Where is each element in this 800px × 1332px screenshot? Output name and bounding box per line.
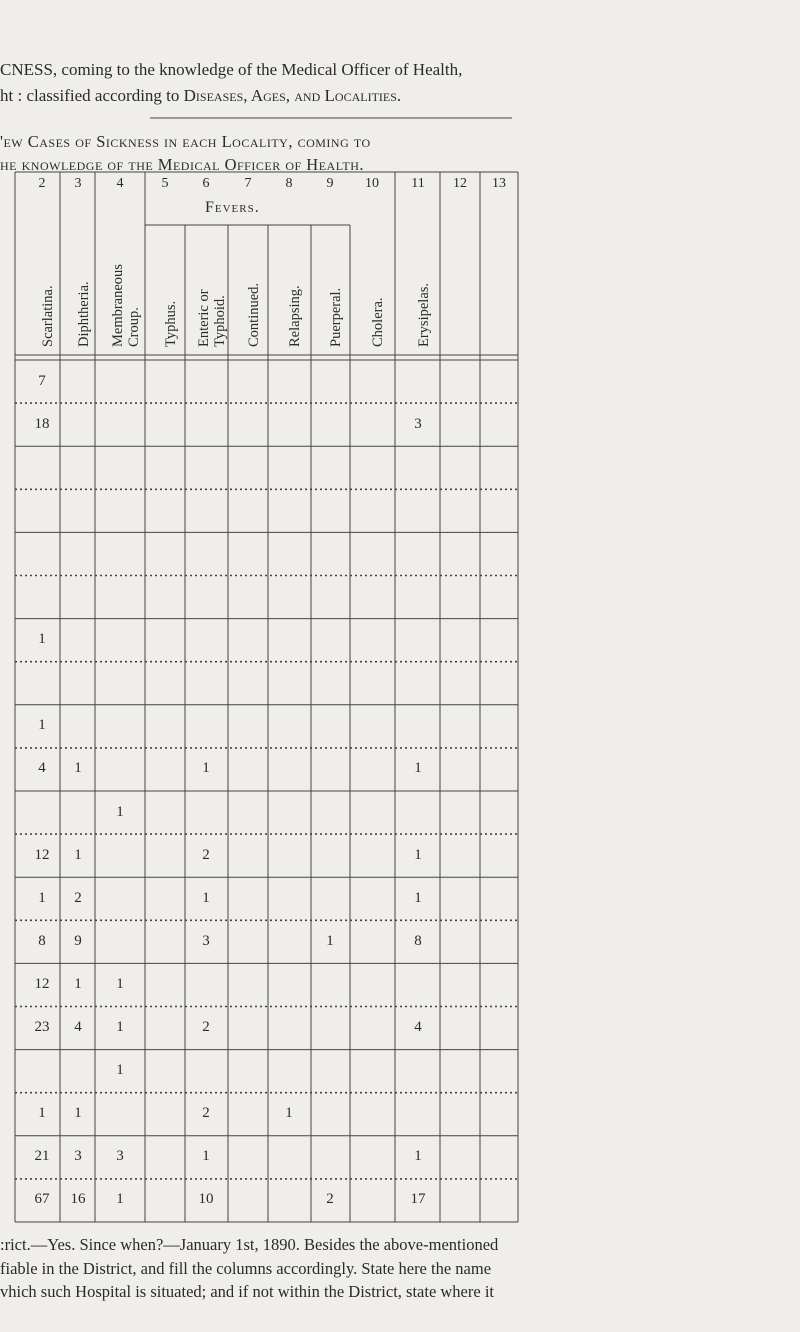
table-cell: 3 bbox=[116, 1148, 124, 1165]
column-number: 5 bbox=[161, 176, 169, 191]
table-cell: 9 bbox=[74, 932, 82, 949]
table-cell: 1 bbox=[38, 631, 46, 648]
column-label: Typhoid. bbox=[212, 295, 228, 347]
column-label: Puerperal. bbox=[328, 287, 344, 347]
table-cell: 23 bbox=[34, 1019, 50, 1036]
column-number: 4 bbox=[116, 176, 124, 191]
table-cell: 4 bbox=[74, 1019, 82, 1036]
column-number: 6 bbox=[202, 176, 210, 191]
footer-line-2: fiable in the District, and fill the columns accordingly. State here the name bbox=[0, 1259, 492, 1278]
table-cell: 1 bbox=[202, 889, 210, 906]
column-number: 2 bbox=[38, 176, 46, 191]
table-cell: 12 bbox=[34, 975, 50, 992]
table-cell: 1 bbox=[414, 1148, 422, 1165]
column-label: Diphtheria. bbox=[76, 281, 92, 347]
table-cell: 1 bbox=[38, 1105, 46, 1122]
column-label: Relapsing. bbox=[287, 285, 303, 347]
table-cell: 12 bbox=[34, 846, 50, 863]
table-cell: 16 bbox=[70, 1191, 86, 1208]
column-label: Enteric or bbox=[196, 289, 212, 347]
header-line-1: CNESS, coming to the knowledge of the Medical Officer of Health, bbox=[0, 60, 463, 79]
table-cell: 10 bbox=[198, 1191, 214, 1208]
column-number: 9 bbox=[326, 176, 334, 191]
column-label: Croup. bbox=[126, 307, 142, 347]
table-cell: 2 bbox=[202, 1105, 210, 1122]
table-cell: 2 bbox=[202, 1019, 210, 1036]
table-cell: 1 bbox=[116, 803, 124, 820]
table-cell: 1 bbox=[116, 1062, 124, 1079]
footer-line-1: :rict.—Yes. Since when?—January 1st, 1890. Besides the above-mentioned bbox=[0, 1235, 499, 1254]
column-number: 3 bbox=[74, 176, 82, 191]
table-cell: 3 bbox=[74, 1148, 82, 1165]
fevers-group-header: Fevers. bbox=[205, 199, 260, 216]
table-cell: 17 bbox=[410, 1191, 426, 1208]
header-line-2: ht : classified according to Diseases, Ages, and Localities. bbox=[0, 86, 402, 105]
table-cell: 1 bbox=[326, 932, 334, 949]
column-number: 8 bbox=[285, 176, 293, 191]
table-cell: 1 bbox=[202, 760, 210, 777]
table-cell: 2 bbox=[202, 846, 210, 863]
table-cell: 2 bbox=[74, 889, 82, 906]
table-cell: 4 bbox=[414, 1019, 422, 1036]
table-cell: 1 bbox=[116, 1019, 124, 1036]
table-cell: 1 bbox=[116, 975, 124, 992]
column-number: 13 bbox=[492, 176, 506, 191]
table-cell: 1 bbox=[74, 846, 82, 863]
table-cell: 2 bbox=[326, 1191, 334, 1208]
table-cell: 1 bbox=[414, 889, 422, 906]
column-label: Scarlatina. bbox=[40, 285, 56, 347]
column-label: Membraneous bbox=[110, 264, 126, 347]
column-label: Cholera. bbox=[370, 297, 386, 347]
table-cell: 1 bbox=[74, 760, 82, 777]
table-cell: 21 bbox=[34, 1148, 50, 1165]
column-label: Typhus. bbox=[163, 300, 179, 347]
table-cell: 1 bbox=[74, 975, 82, 992]
column-label: Erysipelas. bbox=[416, 282, 432, 347]
table-cell: 18 bbox=[34, 415, 50, 432]
column-number: 11 bbox=[411, 176, 425, 191]
table-cell: 1 bbox=[414, 760, 422, 777]
column-label: Continued. bbox=[246, 282, 262, 347]
table-cell: 1 bbox=[74, 1105, 82, 1122]
footer-line-3: vhich such Hospital is situated; and if not within the District, state where it bbox=[0, 1282, 494, 1301]
table-cell: 4 bbox=[38, 760, 46, 777]
column-number: 7 bbox=[244, 176, 252, 191]
column-number: 10 bbox=[365, 176, 379, 191]
table-cell: 1 bbox=[116, 1191, 124, 1208]
table-cell: 67 bbox=[34, 1191, 50, 1208]
table-cell: 8 bbox=[38, 932, 46, 949]
table-cell: 1 bbox=[38, 717, 46, 734]
table-cell: 1 bbox=[414, 846, 422, 863]
table-cell: 3 bbox=[414, 415, 422, 432]
table-cell: 1 bbox=[38, 889, 46, 906]
table-cell: 7 bbox=[38, 372, 46, 389]
table-cell: 3 bbox=[202, 932, 210, 949]
table-title-line-2: he knowledge of the Medical Officer of Health. bbox=[0, 155, 365, 174]
column-number: 12 bbox=[453, 176, 467, 191]
table-title-line-1: 'ew Cases of Sickness in each Locality, coming to bbox=[0, 132, 371, 151]
table-cell: 1 bbox=[202, 1148, 210, 1165]
table-cell: 1 bbox=[285, 1105, 293, 1122]
table-cell: 8 bbox=[414, 932, 422, 949]
